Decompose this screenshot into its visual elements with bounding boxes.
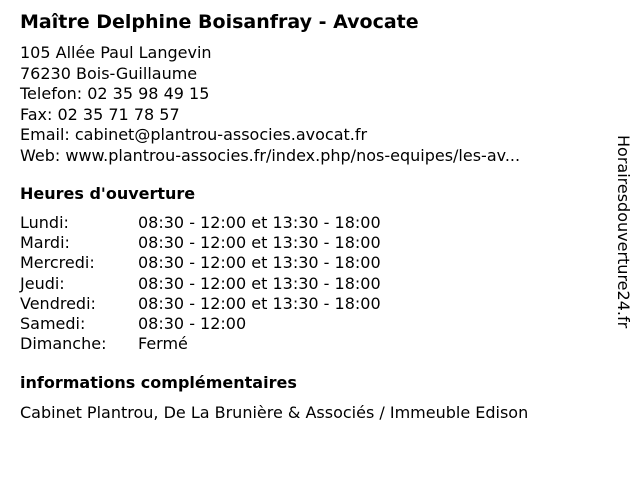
- day-label: Mercredi:: [20, 253, 95, 273]
- hours-row-jeudi: [20, 274, 600, 294]
- time-value: 08:30 - 12:00 et 13:30 - 18:00: [138, 253, 381, 273]
- contact-block: [20, 43, 600, 166]
- day-label: Lundi:: [20, 213, 69, 232]
- business-card: [20, 9, 600, 423]
- page-title: Maître Delphine Boisanfray - Avocate: [20, 11, 419, 33]
- time-value: 08:30 - 12:00: [138, 314, 247, 334]
- time-value: 08:30 - 12:00 et 13:30 - 18:00: [138, 213, 381, 232]
- hours-row-lundi: [20, 213, 600, 233]
- hours-heading: Heures d'ouverture: [20, 184, 196, 203]
- day-label: Samedi:: [20, 314, 86, 334]
- hours-row-vendredi: [20, 294, 600, 314]
- day-label: Jeudi:: [20, 273, 65, 293]
- hours-table: [20, 213, 600, 354]
- address-street: 105 Allée Paul Langevin: [20, 43, 212, 62]
- info-text: Cabinet Plantrou, De La Brunière & Associés / Immeuble Edison: [20, 403, 529, 423]
- fax-line: Fax: 02 35 71 78 57: [20, 104, 180, 124]
- time-value: Fermé: [138, 334, 188, 354]
- address-city: 76230 Bois-Guillaume: [20, 63, 198, 83]
- site-watermark: Horairesdouverture24.fr: [614, 135, 633, 329]
- time-value: 08:30 - 12:00 et 13:30 - 18:00: [138, 233, 381, 253]
- phone-line: Telefon: 02 35 98 49 15: [20, 84, 210, 103]
- time-value: 08:30 - 12:00 et 13:30 - 18:00: [138, 273, 381, 293]
- day-label: Dimanche:: [20, 334, 107, 354]
- day-label: Vendredi:: [20, 293, 96, 313]
- web-line: Web: www.plantrou-associes.fr/index.php/nos-equipes/les-av...: [20, 145, 521, 165]
- hours-row-dimanche: [20, 334, 600, 354]
- info-heading: informations complémentaires: [20, 373, 297, 393]
- email-line: Email: cabinet@plantrou-associes.avocat.fr: [20, 125, 368, 144]
- hours-row-samedi: [20, 314, 600, 334]
- time-value: 08:30 - 12:00 et 13:30 - 18:00: [138, 293, 381, 313]
- day-label: Mardi:: [20, 233, 70, 253]
- hours-row-mercredi: [20, 253, 600, 273]
- hours-row-mardi: [20, 233, 600, 253]
